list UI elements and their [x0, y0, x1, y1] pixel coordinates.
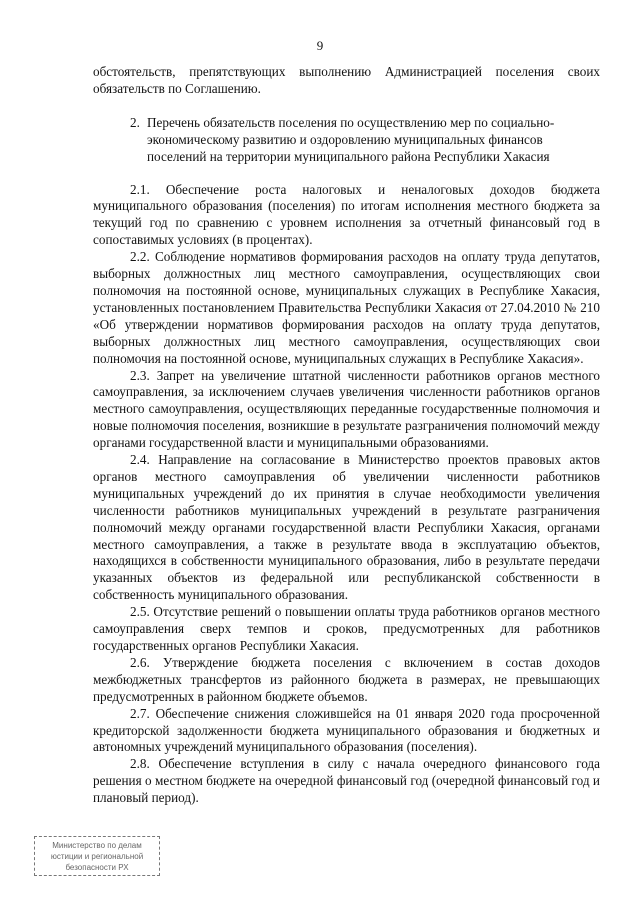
item-2-1: 2.1. Обеспечение роста налоговых и неналоговых доходов бюджета муниципального образования (поселения) по итогам исполнения местного бюджета за текущий год по сравнению с уровнем исполнения за отчетный финансовый год в сопоставимых условиях (в процентах). — [93, 181, 600, 248]
item-2-5: 2.5. Отсутствие решений о повышении оплаты труда работников органов местного самоуправления сверх темпов и сроков, предусмотренных для работников государственных органов Республики Хакасия. — [93, 604, 600, 653]
document-body — [93, 64, 600, 807]
item-2-2: 2.2. Соблюдение нормативов формирования расходов на оплату труда депутатов, выборных должностных лиц местного самоуправления, осуществляющих свои полномочия на постоянной основе, муниципальных служащих в Республике Хакасия, установленных постановлением Правительства Республики Хакасия от 27.04.2010 № 210 «Об утверждении нормативов формирования расходов на оплату труда депутатов, выборных должностных лиц местного самоуправления, осуществляющих свои полномочия на постоянной основе, муниципальных служащих в Республике Хакасия». — [93, 249, 600, 366]
stamp-line: безопасности РХ — [65, 863, 129, 872]
item-2-8: 2.8. Обеспечение вступления в силу с начала очередного финансового года решения о местном бюджете на очередной финансовый год (очередной финансовый год и плановый период). — [93, 756, 600, 806]
section-title: Перечень обязательств поселения по осуществлению мер по социально-экономическому развитию и оздоровлению муниципальных финансов поселений на территории муниципального района Республики Хакасия — [147, 114, 555, 164]
section-number: 2. — [130, 114, 140, 130]
intro-paragraph: обстоятельств, препятствующих выполнению Администрацией поселения своих обязательств по Соглашению. — [93, 64, 600, 96]
page-number: 9 — [316, 38, 324, 53]
item-2-3: 2.3. Запрет на увеличение штатной численности работников органов местного самоуправления, за исключением случаев увеличения численности работников органов местного самоуправления, осуществляющих переданные государственные полномочия и новые полномочия поселения, возникшие в результате разграничения полномочий между органами государственной власти и муниципальными образованиями. — [93, 367, 600, 451]
stamp-line: Министерство по делам — [52, 841, 142, 850]
stamp-line: юстиции и региональной — [50, 852, 144, 861]
section-heading — [93, 115, 600, 166]
item-2-7: 2.7. Обеспечение снижения сложившейся на 01 января 2020 года просроченной кредиторской задолженности бюджета муниципального образования и бюджетных и автономных учреждений муниципального образования (поселения). — [93, 705, 600, 755]
item-2-4: 2.4. Направление на согласование в Министерство проектов правовых актов органов местного самоуправления об увеличении численности работников муниципальных учреждений до их принятия в случае необходимости увеличения численности работников муниципальных учреждений в результате разграничения полномочий между органами государственной власти Республики Хакасия, органами местного самоуправления, а также в результате ввода в эксплуатацию объектов, находящихся в собственности муниципального образования, либо в результате передачи указанных объектов из федеральной или республиканской собственности в собственность муниципального образования. — [93, 452, 600, 603]
registration-stamp — [34, 836, 160, 876]
item-2-6: 2.6. Утверждение бюджета поселения с включением в состав доходов межбюджетных трансфертов из районного бюджета в размерах, не превышающих предусмотренных в районном бюджете объемов. — [93, 654, 600, 704]
